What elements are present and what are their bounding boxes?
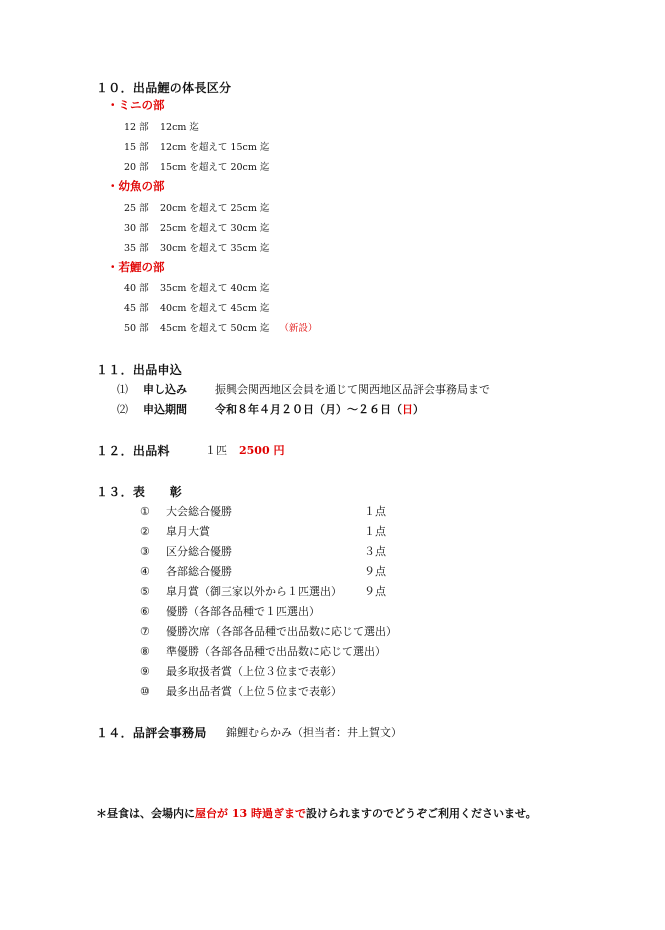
size-class-row (124, 204, 269, 214)
size-class-label: 25 部 (124, 203, 149, 214)
award-row (140, 526, 420, 540)
award-row (140, 606, 420, 620)
award-name: 区分総合優勝 (166, 545, 232, 558)
award-count: ３点 (364, 545, 386, 558)
award-name: 準優勝（各部各品種で出品数に応じて選出） (166, 645, 386, 658)
size-class-row (124, 304, 269, 314)
category-young: ・若鯉の部 (107, 260, 165, 274)
size-class-label: 30 部 (124, 223, 149, 234)
category-mini: ・ミニの部 (107, 98, 165, 112)
award-name: 各部総合優勝 (166, 565, 232, 578)
entry-fee (205, 445, 284, 456)
award-name: 皐月大賞 (166, 525, 210, 538)
size-class-row (124, 143, 269, 153)
section-14-title: １４．品評会事務局 (96, 726, 207, 740)
new-class-note: （新設） (279, 323, 318, 334)
award-count: １点 (364, 525, 386, 538)
application-period-row (117, 404, 424, 415)
size-class-range: 20cm を超えて 25cm 迄 (160, 203, 270, 214)
size-class-row (124, 244, 269, 254)
award-name: 大会総合優勝 (166, 505, 232, 518)
award-count: ９点 (364, 585, 386, 598)
award-row (140, 566, 420, 580)
size-class-range: 45cm を超えて 50cm 迄 (160, 323, 270, 334)
lunch-note-text: ＊昼食は、会場内に (96, 807, 195, 820)
award-mark: ④ (140, 565, 150, 578)
entry-label: 申し込み (143, 383, 187, 396)
size-class-row (124, 284, 269, 294)
award-mark: ⑦ (140, 625, 150, 638)
size-class-range: 12cm 迄 (160, 122, 199, 133)
period-sunday: 日 (402, 403, 413, 416)
lunch-note-highlight: 屋台が 13 時過ぎまで (195, 807, 306, 820)
application-method-row (117, 384, 490, 395)
size-class-row (124, 163, 269, 173)
section-10-title: １０．出品鯉の体長区分 (96, 81, 232, 95)
award-name: 最多取扱者賞（上位３位まで表彰） (166, 665, 342, 678)
size-class-row (124, 324, 317, 334)
award-mark: ① (140, 505, 150, 518)
award-name: 優勝次席（各部各品種で出品数に応じて選出） (166, 625, 397, 638)
section-11-title: １１．出品申込 (96, 363, 183, 377)
lunch-note (96, 808, 537, 819)
section-13-title: １３．表 彰 (96, 485, 183, 499)
award-row (140, 646, 440, 660)
award-row (140, 506, 420, 520)
category-juvenile: ・幼魚の部 (107, 179, 165, 193)
award-name: 優勝（各部各品種で１匹選出） (166, 605, 320, 618)
award-mark: ② (140, 525, 150, 538)
period-text: 令和８年４月２０日（月）～２６日（ (215, 403, 402, 416)
award-mark: ⑩ (140, 685, 150, 698)
award-count: ９点 (364, 565, 386, 578)
award-name: 皐月賞（御三家以外から１匹選出） (166, 585, 342, 598)
award-row (140, 546, 420, 560)
size-class-range: 35cm を超えて 40cm 迄 (160, 283, 270, 294)
size-class-range: 40cm を超えて 45cm 迄 (160, 303, 270, 314)
award-mark: ⑤ (140, 585, 150, 598)
entry-number: ⑵ (117, 403, 128, 416)
award-row (140, 586, 420, 600)
size-class-label: 45 部 (124, 303, 149, 314)
size-class-label: 50 部 (124, 323, 149, 334)
size-class-label: 35 部 (124, 243, 149, 254)
size-class-range: 30cm を超えて 35cm 迄 (160, 243, 270, 254)
award-row (140, 626, 440, 640)
entry-text: 振興会関西地区会員を通じて関西地区品評会事務局まで (215, 383, 490, 396)
entry-number: ⑴ (117, 383, 128, 396)
size-class-range: 25cm を超えて 30cm 迄 (160, 223, 270, 234)
award-mark: ⑥ (140, 605, 150, 618)
size-class-label: 40 部 (124, 283, 149, 294)
size-class-label: 20 部 (124, 162, 149, 173)
fee-unit: １匹 (205, 444, 227, 457)
award-name: 最多出品者賞（上位５位まで表彰） (166, 685, 342, 698)
size-class-range: 12cm を超えて 15cm 迄 (160, 142, 270, 153)
size-class-range: 15cm を超えて 20cm 迄 (160, 162, 270, 173)
entry-label: 申込期間 (143, 403, 187, 416)
section-12-title: １２．出品料 (96, 444, 170, 458)
size-class-label: 12 部 (124, 122, 149, 133)
office-contact: 錦鯉むらかみ（担当者：井上賀文） (226, 726, 402, 739)
award-row (140, 666, 420, 680)
size-class-row (124, 224, 269, 234)
fee-price: 2500 円 (239, 444, 285, 457)
award-mark: ③ (140, 545, 150, 558)
award-row (140, 686, 420, 700)
award-mark: ⑨ (140, 665, 150, 678)
award-count: １点 (364, 505, 386, 518)
period-close: ） (413, 403, 424, 416)
award-mark: ⑧ (140, 645, 150, 658)
lunch-note-text-end: 設けられますのでどうぞご利用くださいませ。 (305, 807, 537, 820)
size-class-row (124, 123, 199, 133)
size-class-label: 15 部 (124, 142, 149, 153)
